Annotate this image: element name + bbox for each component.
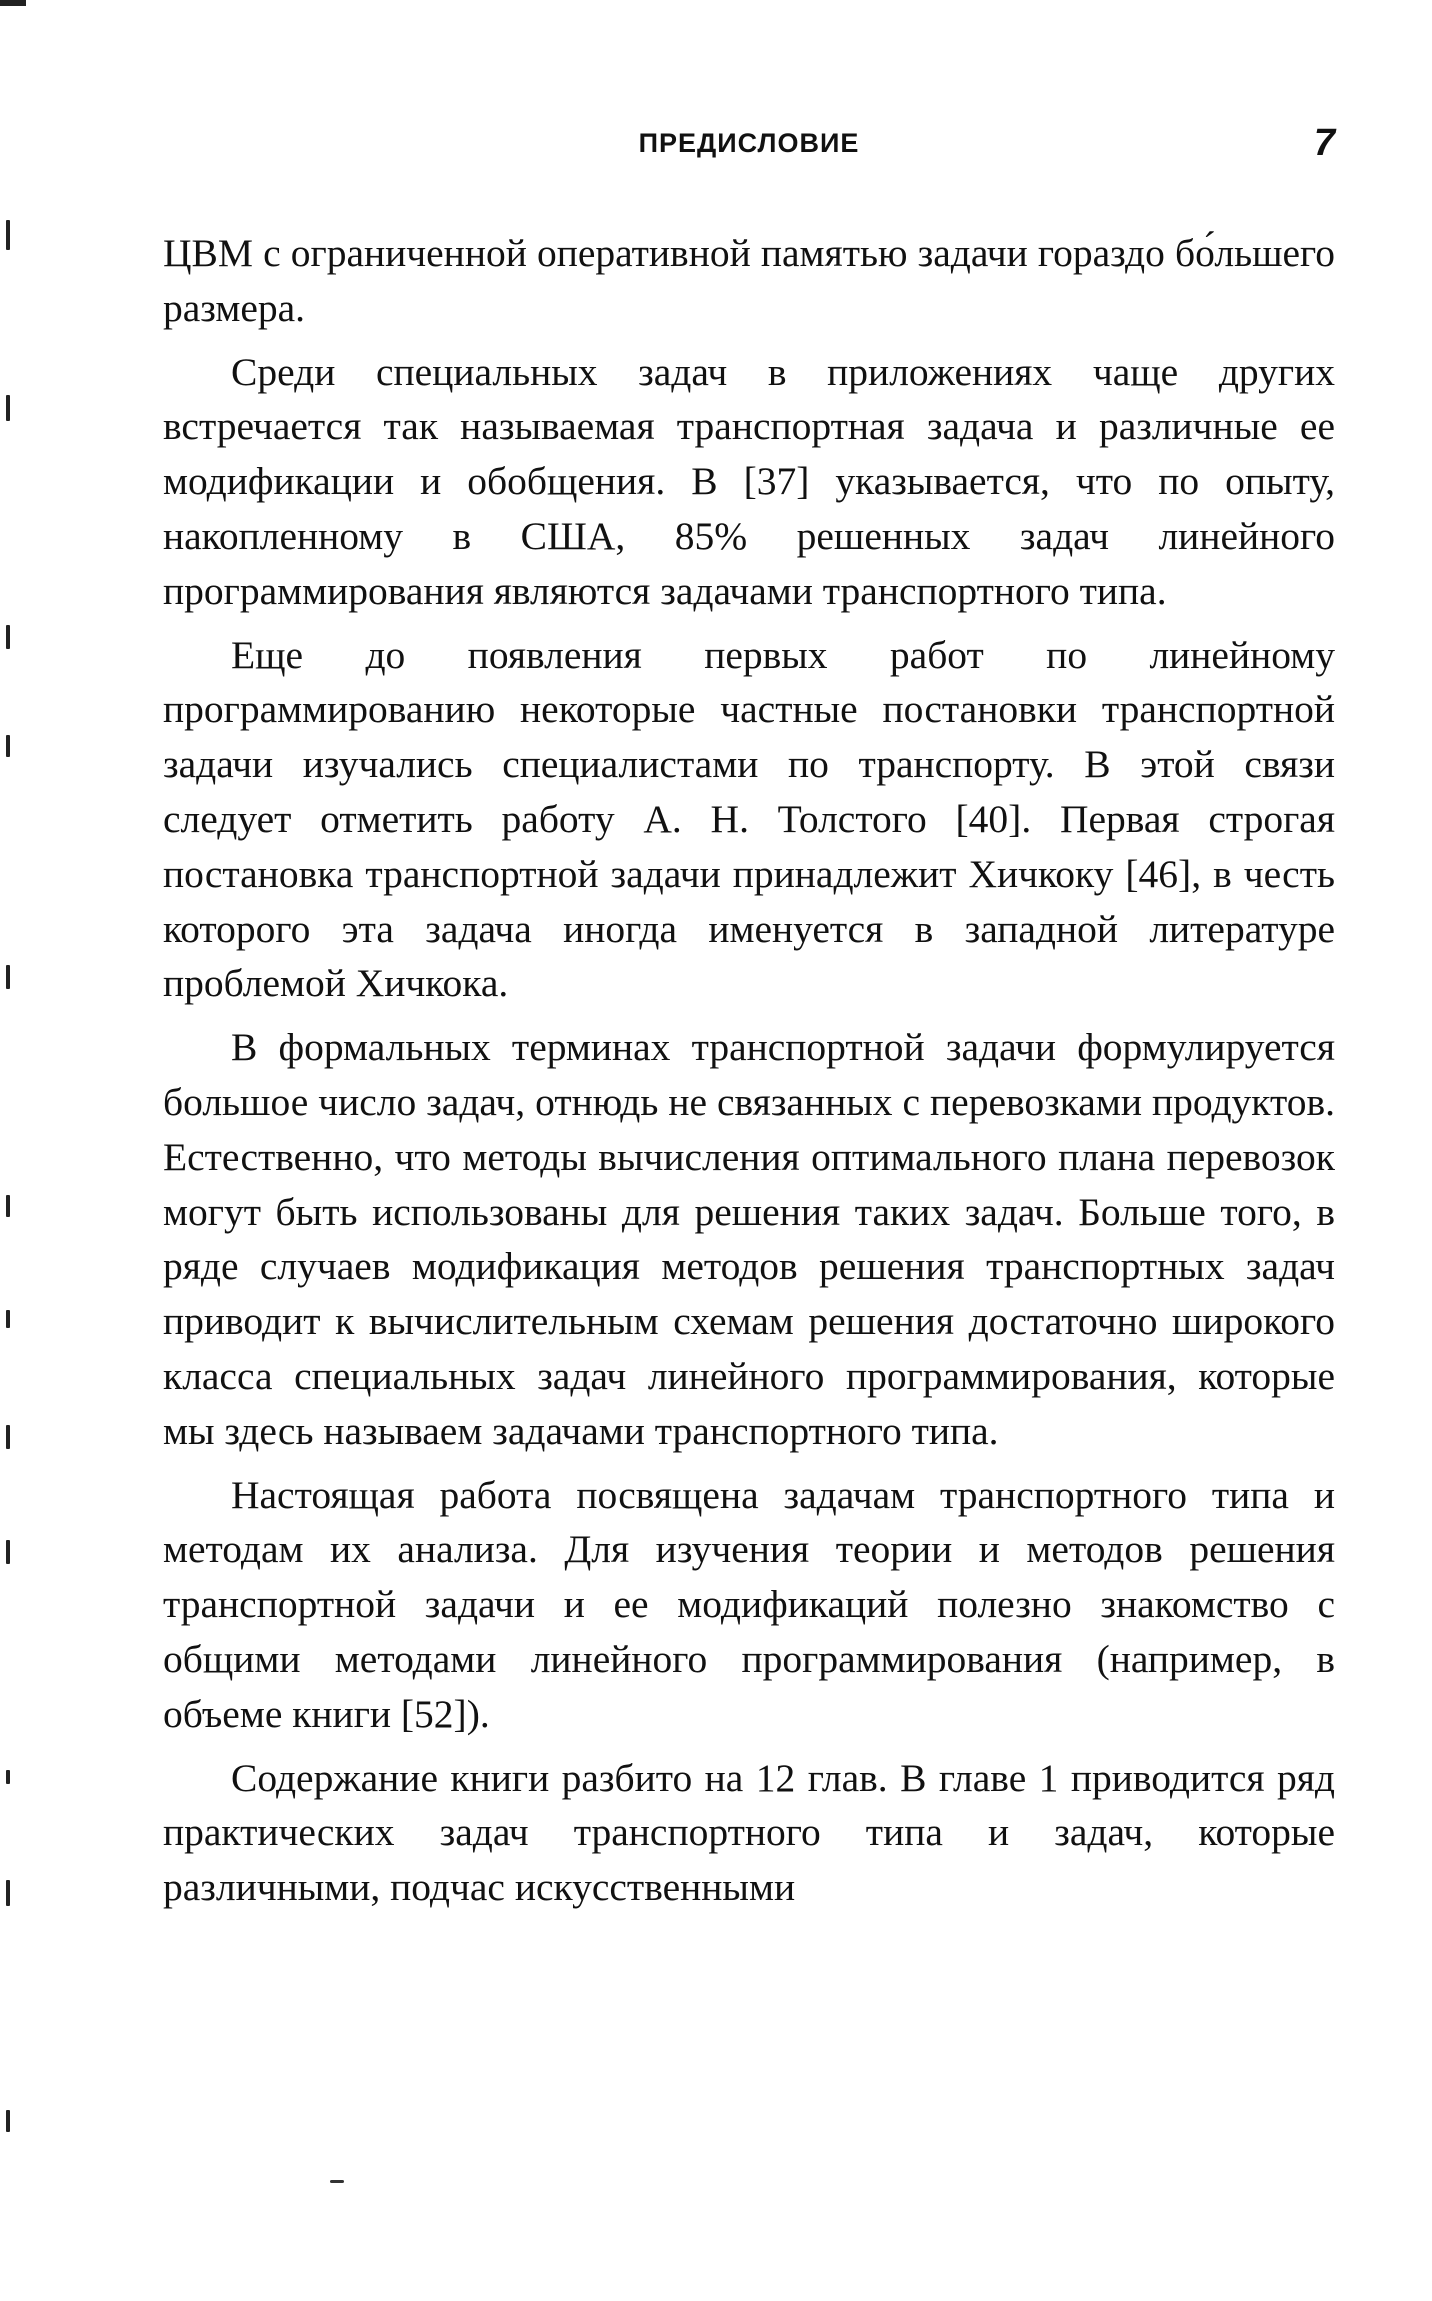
paragraph-5: Настоящая работа посвящена задачам транспортного типа и методам их анализа. Для изучения теории и методов решения транспортной задачи и ее модификаций полезно знакомство с общими методами линейного программирования (например, в объеме книги [52]). bbox=[163, 1472, 1335, 1736]
page-number: 7 bbox=[1313, 122, 1335, 164]
scan-corner-mark bbox=[0, 0, 26, 6]
running-title: ПРЕДИСЛОВИЕ bbox=[638, 128, 860, 158]
margin-scan-mark bbox=[6, 220, 10, 250]
margin-scan-mark bbox=[6, 735, 10, 757]
margin-scan-mark bbox=[6, 395, 10, 421]
paragraph-4: В формальных терминах транспортной задачи формулируется большое число задач, отнюдь не связанных с перевозками продуктов. Естественно, что методы вычисления оптимального плана перевозок могут быть использованы для решения таких задач. Больше того, в ряде случаев модификация методов решения транспортных задач приводит к вычислительным схемам решения достаточно широкого класса специальных задач линейного программирования, которые мы здесь называем задачами транспортного типа. bbox=[163, 1025, 1335, 1453]
page-header bbox=[163, 122, 1335, 178]
paragraph-6: Содержание книги разбито на 12 глав. В главе 1 приводится ряд практических задач транспортного типа и задач, которые различными, подчас искусственными bbox=[163, 1755, 1335, 1910]
scan-speck bbox=[330, 2180, 344, 2183]
paragraph-1-continuation: ЦВМ с ограниченной оперативной памятью задачи гораздо бо́льшего размера. bbox=[163, 231, 1335, 330]
margin-scan-mark bbox=[6, 1770, 10, 1784]
paragraph-3: Еще до появления первых работ по линейному программированию некоторые частные постановки транспортной задачи изучались специалистами по транспорту. В этой связи следует отметить работу А. Н. Толстого [40]. Первая строгая постановка транспортной задачи принадлежит Хичкоку [46], в честь которого эта задача иногда именуется в западной литературе проблемой Хичкока. bbox=[163, 632, 1335, 1006]
margin-scan-mark bbox=[6, 1310, 10, 1328]
margin-scan-mark bbox=[6, 1880, 10, 1906]
body-text bbox=[163, 226, 1335, 1915]
margin-scan-mark bbox=[6, 2110, 10, 2132]
margin-scan-mark bbox=[6, 1195, 10, 1217]
margin-scan-mark bbox=[6, 1540, 10, 1564]
margin-scan-mark bbox=[6, 625, 10, 649]
margin-scan-mark bbox=[6, 965, 10, 989]
paragraph-2: Среди специальных задач в приложениях чаще других встречается так называемая транспортная задача и различные ее модификации и обобщения. В [37] указывается, что по опыту, накопленному в США, 85% решенных задач линейного программирования являются задачами транспортного типа. bbox=[163, 349, 1335, 613]
margin-scan-mark bbox=[6, 1425, 10, 1449]
